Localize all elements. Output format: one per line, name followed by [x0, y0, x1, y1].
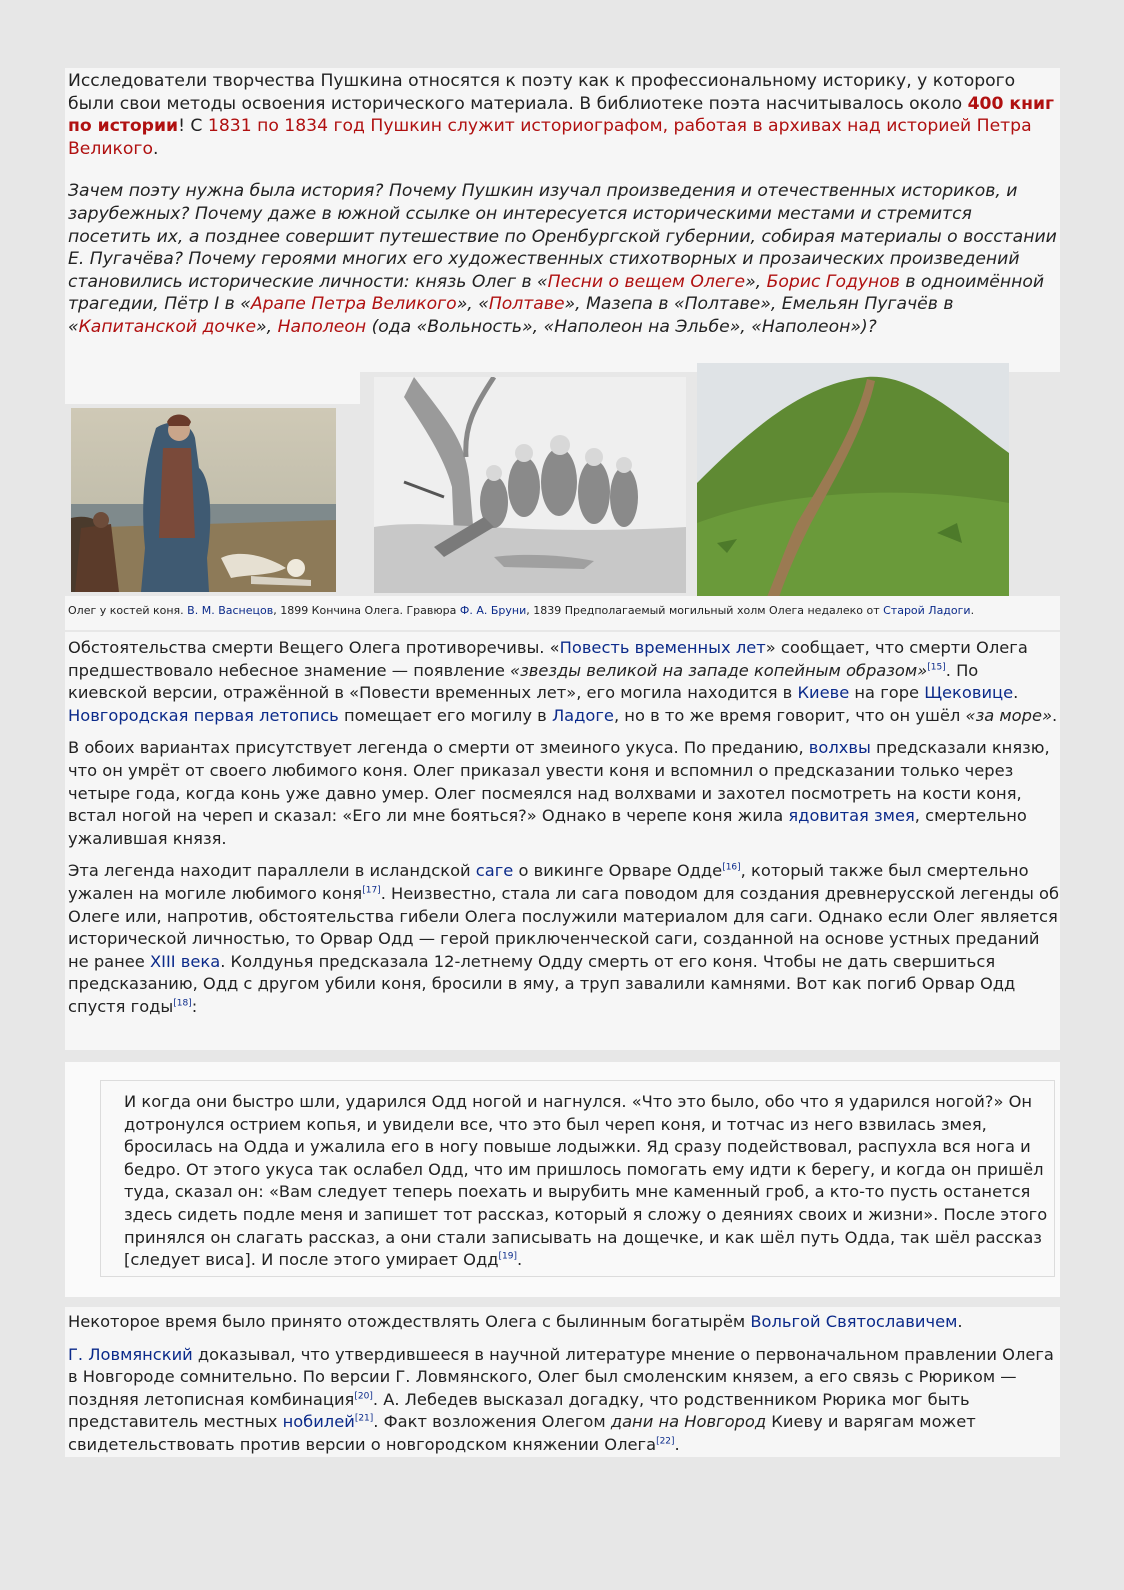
story-text: Эта легенда находит параллели в исландской	[68, 861, 476, 881]
link-novgorod-chronicle[interactable]: Новгородская первая летопись	[68, 705, 339, 725]
intro-questions	[68, 180, 1060, 338]
link-venomous-snake[interactable]: ядовитая змея	[788, 806, 915, 826]
intro-text: в одноимённой трагедии, Пётр I в «	[68, 271, 1045, 315]
intro-text: .	[152, 138, 159, 159]
intro-section	[65, 68, 1060, 372]
tail-text: Киеву и варягам может свидетельствовать против версии о новгородском княжении Олега	[68, 1412, 976, 1454]
story-paragraph-3	[68, 860, 1060, 1018]
story-text: .	[1052, 705, 1058, 725]
story-text: . Колдунья предсказала 12-летнему Одду смерть от его коня. Чтобы не дать свершиться предсказанию, Одд с другом убили коня, бросили в яму, а труп завалили камнями. Вот как погиб Орвар Одд спустя годы	[68, 951, 1016, 1016]
story-text: Обстоятельства смерти Вещего Олега противоречивы. «	[68, 638, 560, 657]
footnote-20[interactable]: [20]	[354, 1391, 373, 1402]
footnote-17[interactable]: [17]	[362, 885, 381, 896]
story-text: В обоих вариантах присутствует легенда о смерти от змеиного укуса. По преданию,	[68, 738, 809, 758]
link-staraya-ladoga[interactable]: Старой Ладоги	[883, 604, 971, 617]
link-volga-svyatoslavich[interactable]: Вольгой Святославичем	[750, 1312, 958, 1331]
link-volkhvy[interactable]: волхвы	[808, 738, 871, 758]
tail-paragraph-2	[68, 1344, 1060, 1457]
story-text: .	[1013, 683, 1019, 703]
final-section	[65, 1307, 1060, 1457]
tail-text: .	[674, 1434, 680, 1454]
vasnetsov-painting-image	[71, 408, 336, 592]
story-text: . По киевской версии, отражённой в «Повести временных лет», его могила находится в	[68, 660, 979, 703]
tail-text: . А. Лебедев высказал догадку, что родственником Рюрика мог быть представитель местных	[68, 1389, 970, 1432]
intro-text: ! С	[178, 116, 208, 137]
link-saga[interactable]: саге	[475, 861, 514, 881]
link-ladoga[interactable]: Ладоге	[551, 705, 614, 725]
story-quote: «звезды великой на западе копейным образом»	[510, 660, 928, 680]
link-napoleon[interactable]: Наполеон	[277, 316, 367, 337]
link-arap[interactable]: Арапе Петра Великого	[250, 294, 457, 315]
story-text: . Неизвестно, стала ли сага поводом для создания древнерусской легенды об Олеге или, напротив, обстоятельства гибели Олега послужили материалом для саги. Однако если Олег является исторической личностью, то Орвар Одд — герой приключенческой саги, созданной на основе устных преданий не ранее	[68, 883, 1059, 971]
footnote-22[interactable]: [22]	[656, 1436, 675, 1447]
image-caption	[65, 596, 1060, 630]
intro-text: (ода «Вольность», «Наполеон на Эльбе», «Наполеон»)?	[366, 316, 877, 337]
footnote-19[interactable]: [19]	[498, 1251, 517, 1262]
caption-text: Олег у костей коня.	[68, 604, 188, 617]
saga-quote	[100, 1080, 1055, 1277]
quote-text: И когда они быстро шли, ударился Одд ногой и нагнулся. «Что это было, обо что я ударился ногой?» Он дотронулся острием копья, и увидели все, что это был череп коня, и тотчас из него взвилась змея, бросилась на Одда и ужалила его в ногу повыше лодыжки. Яд сразу подействовал, распухла вся нога и бедро. От этого укуса так ослабел Одд, что им пришлось помогать ему идти к берегу, и когда он пришёл туда, сказал он: «Вам следует теперь поехать и вырубить мне каменный гроб, а кто-то пусть останется здесь сидеть подле меня и запишет тот рассказ, который я сложу о деяниях своих и жизни». После этого принялся он слагать рассказ, а они стали записывать на дощечке, и как шёл путь Одда, так шёл рассказ [следует виса]. И после этого умирает Одд	[124, 1092, 1048, 1270]
link-poltava[interactable]: Полтаве	[488, 294, 565, 315]
footnote-15[interactable]: [15]	[927, 662, 946, 673]
footnote-21[interactable]: [21]	[354, 1413, 374, 1424]
burial-mound-photo	[697, 363, 1009, 597]
story-text: на горе	[849, 683, 925, 703]
intro-text: »,	[256, 316, 278, 337]
story-paragraph-2	[68, 737, 1060, 850]
link-nobles[interactable]: нобилей	[282, 1412, 355, 1432]
story-text: предсказали князю, что он умрёт от своего любимого коня. Олег приказал увести коня и вспомнил о предсказании только через четыре года, когда конь уже давно умер. Олег посмеялся над волхвами и захотел посмотреть на кости коня, встал ногой на череп и сказал: «Его ли мне бояться?» Однако в черепе коня жила	[68, 738, 1050, 826]
books-count-highlight: 400 книг по истории	[68, 93, 1054, 137]
link-13th-century[interactable]: XIII века	[150, 951, 221, 971]
intro-text: », Мазепа в «Полтаве», Емельян Пугачёв в «	[68, 294, 954, 337]
link-bruni[interactable]: Ф. А. Бруни	[459, 604, 527, 617]
caption-text: , 1839 Предполагаемый могильный холм Олега недалеко от	[526, 604, 884, 617]
quote-text: .	[517, 1250, 523, 1270]
story-text: помещает его могилу в	[338, 705, 552, 725]
story-text: о викинге Орваре Одде	[513, 861, 723, 881]
caption-text: , 1899 Кончина Олега. Гравюра	[273, 604, 460, 617]
footnote-18[interactable]: [18]	[173, 998, 192, 1009]
intro-text: »,	[745, 271, 767, 292]
story-text: , смертельно ужалившая князя.	[68, 806, 1027, 848]
story-text: :	[191, 996, 198, 1016]
link-povest[interactable]: Повесть временных лет	[559, 638, 766, 657]
link-captains-daughter[interactable]: Капитанской дочке	[78, 316, 257, 337]
intro-text: », «	[456, 294, 489, 315]
link-lowmianski[interactable]: Г. Ловмянский	[68, 1344, 193, 1364]
intro-text: Зачем поэту нужна была история? Почему Пушкин изучал произведения и отечественных историков, и зарубежных? Почему даже в южной ссылке он интересуется историческими местами и стремится посетить их, а позднее совершит путешествие по Оренбургской губернии, собирая материалы о восстании Е. Пугачёва? Почему героями многих его художественных стихотворных и прозаических произведений становились исторические личности: князь Олег в «	[68, 181, 1057, 292]
tail-text: .	[957, 1312, 963, 1331]
tail-text: Некоторое время было принято отождествлять Олега с былинным богатырём	[68, 1312, 751, 1331]
death-story-section	[65, 632, 1060, 1050]
tail-text: доказывал, что утвердившееся в научной литературе мнение о первоначальном правлении Олега в Новгороде сомнительно. По версии Г. Ловмянского, Олег был смоленским князем, а его связь с Рюриком — поздняя летописная комбинация	[68, 1344, 1054, 1409]
intro-text: Исследователи творчества Пушкина относятся к поэту как к профессиональному историку, у которого были свои методы освоения исторического материала. В библиотеке поэта насчитывалось около	[68, 71, 1016, 114]
link-vasnetsov[interactable]: В. М. Васнецов	[187, 604, 274, 617]
intro-paragraph-1	[68, 68, 1060, 160]
tail-paragraph-1	[68, 1311, 1060, 1334]
historiographer-highlight: 1831 по 1834 год Пушкин служит историографом, работая в архивах над историей Петра Великого	[68, 116, 1032, 159]
caption-text: .	[970, 604, 975, 617]
story-text: » сообщает, что смерти Олега предшествовало небесное знамение — появление	[68, 638, 1028, 680]
footnote-16[interactable]: [16]	[722, 862, 741, 873]
intro-strip	[65, 372, 360, 404]
link-shchekovitsa[interactable]: Щековице	[924, 683, 1014, 703]
quote-container	[65, 1062, 1060, 1297]
story-paragraph-1	[68, 637, 1060, 727]
tail-text: . Факт возложения Олегом	[373, 1412, 611, 1432]
link-boris-godunov[interactable]: Борис Годунов	[766, 271, 900, 292]
tail-italic: дани на Новгород	[610, 1412, 767, 1432]
link-song-of-oleg[interactable]: Песни о вещем Олеге	[547, 271, 746, 292]
story-text: , но в то же время говорит, что он ушёл	[613, 705, 966, 725]
link-kiev[interactable]: Киеве	[797, 683, 850, 703]
bruni-engraving-image	[374, 377, 686, 593]
story-quote: «за море»	[965, 705, 1053, 725]
story-text: , который также был смертельно ужален на могиле любимого коня	[68, 861, 1029, 903]
